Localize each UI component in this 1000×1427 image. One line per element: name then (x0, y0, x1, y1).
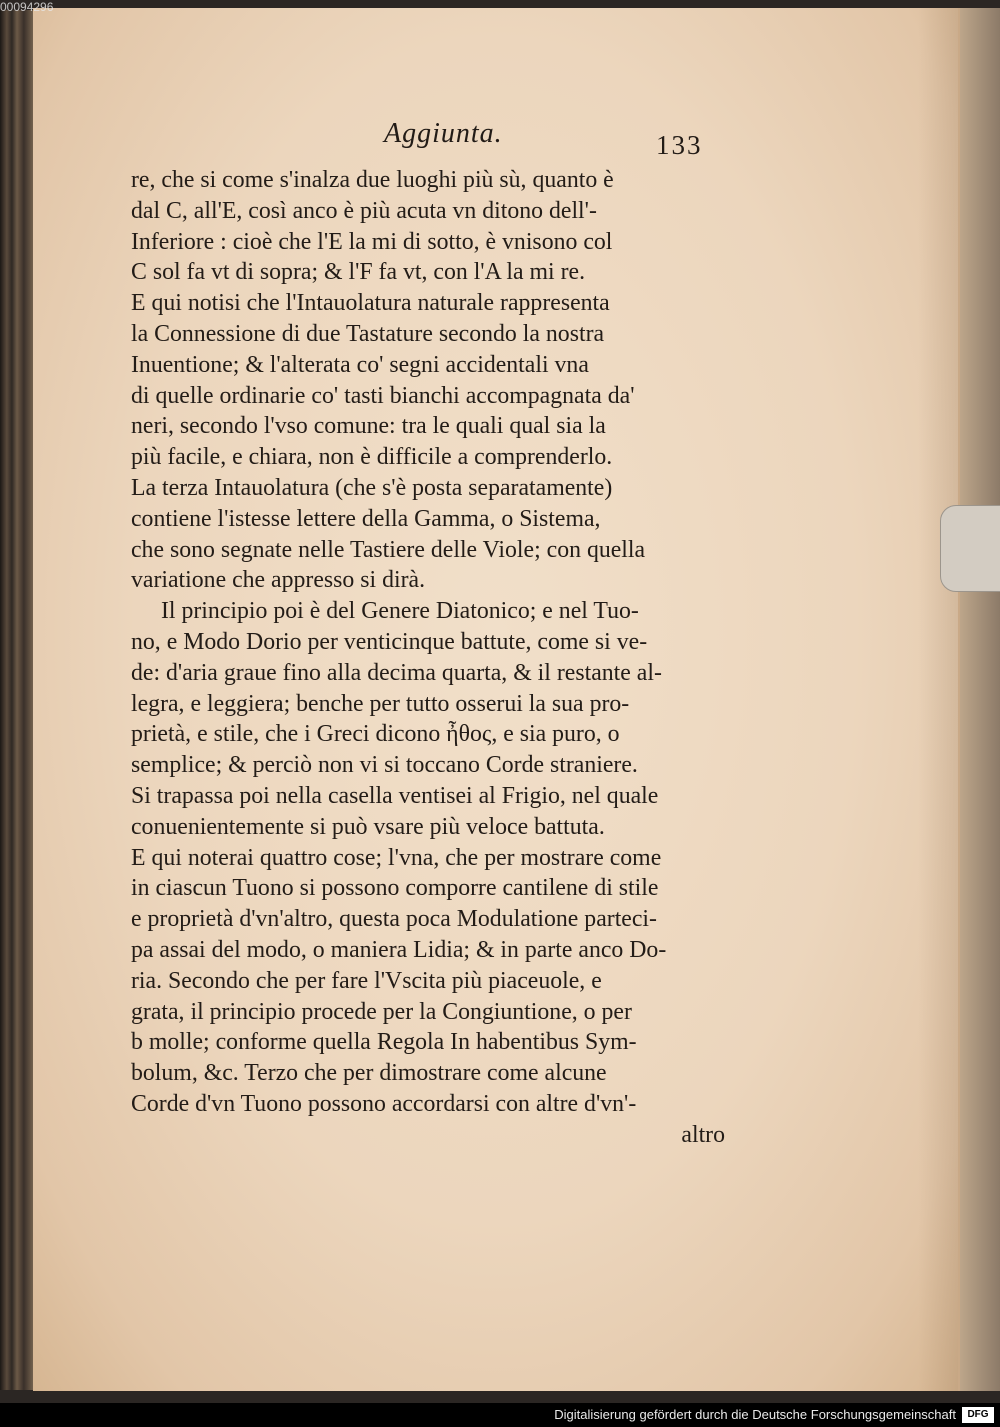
dfg-logo: DFG (962, 1407, 994, 1423)
text-line: E qui notisi che l'Intauolatura naturale rappresenta (131, 290, 610, 317)
text-line: semplice; & perciò non vi si toccano Corde straniere. (131, 752, 638, 779)
text-line: pa assai del modo, o maniera Lidia; & in parte anco Do- (131, 936, 667, 963)
running-head: Aggiunta. (384, 118, 503, 149)
paragraph-start-line: Il principio poi è del Genere Diatonico; e nel Tuo- (161, 598, 639, 625)
page-number: 133 (656, 130, 703, 160)
page-shadow (918, 8, 958, 1391)
text-line: che sono segnate nelle Tastiere delle Viole; con quella (131, 536, 646, 563)
left-page-stack (0, 10, 34, 1390)
text-line: contiene l'istesse lettere della Gamma, o Sistema, (131, 505, 601, 532)
footer-bar (0, 1403, 1000, 1427)
text-line: de: d'aria graue fino alla decima quarta, & il restante al- (131, 659, 662, 686)
text-line: Inferiore : cioè che l'E la mi di sotto, è vnisono col (131, 228, 613, 255)
text-line: E qui noterai quattro cose; l'vna, che per mostrare come (131, 844, 662, 871)
text-line: C sol fa vt di sopra; & l'F fa vt, con l'A la mi re. (131, 259, 586, 286)
text-line: e proprietà d'vn'altro, questa poca Modulatione parteci- (131, 906, 657, 933)
text-line: la Connessione di due Tastature secondo la nostra (131, 320, 605, 347)
text-line: grata, il principio procede per la Congiuntione, o per (131, 998, 632, 1025)
text-line: più facile, e chiara, non è difficile a comprenderlo. (131, 444, 613, 471)
text-line: prietà, e stile, che i Greci dicono ἦθος, e sia puro, o (131, 721, 620, 748)
text-line: Corde d'vn Tuono possono accordarsi con altre d'vn'- (131, 1090, 637, 1117)
text-line: Si trapassa poi nella casella ventisei al Frigio, nel quale (131, 782, 659, 809)
scan-id: 00094296 (0, 0, 54, 14)
text-line: b molle; conforme quella Regola In habentibus Sym- (131, 1029, 637, 1056)
text-line: ria. Secondo che per fare l'Vscita più piaceuole, e (131, 967, 602, 994)
text-line: bolum, &c. Terzo che per dimostrare come alcune (131, 1060, 607, 1087)
catchword: altro (681, 1121, 725, 1148)
text-line: dal C, all'E, così anco è più acuta vn ditono dell'- (131, 197, 597, 224)
body-text (131, 165, 771, 1151)
text-line: di quelle ordinarie co' tasti bianchi accompagnata da' (131, 382, 635, 409)
bookmark-tab (940, 505, 1000, 592)
text-line: no, e Modo Dorio per venticinque battute, come si ve- (131, 628, 648, 655)
text-line: La terza Intauolatura (che s'è posta separatamente) (131, 474, 613, 501)
text-line: in ciascun Tuono si possono comporre cantilene di stile (131, 875, 659, 902)
background-edge (958, 8, 1000, 1391)
text-line: legra, e leggiera; benche per tutto osserui la sua pro- (131, 690, 630, 717)
text-line: re, che si come s'inalza due luoghi più sù, quanto è (131, 167, 614, 193)
footer-credit: Digitalisierung gefördert durch die Deutsche Forschungsgemeinschaft (554, 1407, 956, 1422)
text-line: Inuentione; & l'alterata co' segni accidentali vna (131, 351, 589, 378)
text-line: variatione che appresso si dirà. (131, 567, 426, 594)
text-line: neri, secondo l'vso comune: tra le quali qual sia la (131, 413, 606, 440)
text-line: conuenientemente si può vsare più veloce battuta. (131, 813, 605, 840)
